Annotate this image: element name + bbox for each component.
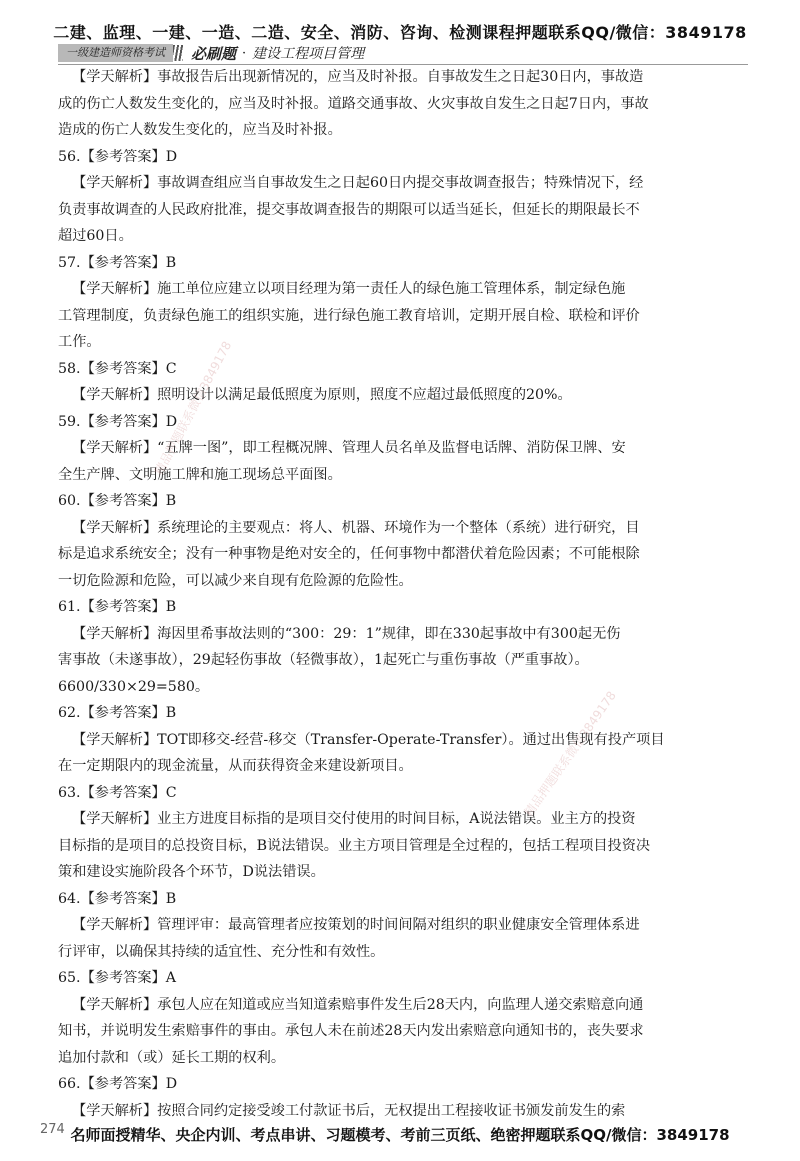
explanation-line: 【学天解析】照明设计以满足最低照度为原则，照度不应超过最低照度的20%。 [72,387,572,403]
answer-key-line: 65.【参考答案】A [58,970,176,986]
answer-key-line: 64.【参考答案】B [58,890,177,907]
badge-stripes-decoration [173,45,183,61]
explanation-continuation-line: 追加付款和（或）延长工期的权利。 [58,1049,286,1066]
explanation-continuation-line: 成的伤亡人数发生变化的，应当及时补报。道路交通事故、火灾事故自发生之日起7日内，事故 [58,95,649,112]
explanation-line: 【学天解析】管理评审：最高管理者应按策划的时间间隔对组织的职业健康安全管理体系进 [72,917,640,933]
explanation-continuation-line: 害事故（未遂事故），29起轻伤事故（轻微事故），1起死亡与重伤事故（严重事故）。 [58,652,589,668]
explanation-continuation-line: 目标指的是项目的总投资目标，B说法错误。业主方项目管理是全过程的，包括工程项目投资决 [58,837,651,854]
top-contact-banner: 二建、监理、一建、一造、二造、安全、消防、咨询、检测课程押题联系QQ/微信：3849178 [53,23,747,42]
explanation-continuation-line: 负责事故调查的人民政府批准，提交事故调查报告的期限可以适当延长，但延长的期限最长不 [58,201,640,218]
answer-key-line: 60.【参考答案】B [58,493,177,509]
explanation-line: 【学天解析】业主方进度目标指的是项目交付使用的时间目标，A说法错误。业主方的投资 [72,811,636,827]
explanation-continuation-line: 工作。 [58,334,101,350]
explanation-continuation-line: 标是追求系统安全；没有一种事物是绝对安全的，任何事物中都潜伏着危险因素；不可能根除 [58,546,640,562]
explanation-continuation-line: 策和建设实施阶段各个环节，D说法错误。 [58,864,325,880]
explanation-continuation-line: 工管理制度，负责绿色施工的组织实施，进行绿色施工教育培训，定期开展自检、联检和评价 [58,307,640,324]
watermark: 精品押题联系微信3849178 [521,688,619,820]
answer-key-line: 62.【参考答案】B [58,705,177,721]
series-title: 必刷题 [191,44,237,63]
explanation-continuation-line: 造成的伤亡人数发生变化的，应当及时补报。 [58,122,342,138]
running-header [58,44,364,62]
explanation-line: 【学天解析】“五牌一图”，即工程概况牌、管理人员名单及监督电话牌、消防保卫牌、安 [72,440,626,456]
exam-name-badge: 一级建造师资格考试 [58,44,173,62]
explanation-line: 【学天解析】按照合同约定接受竣工付款证书后，无权提出工程接收证书颁发前发生的索 [72,1102,626,1119]
explanation-line: 【学天解析】事故调查组应当自事故发生之日起60日内提交事故调查报告；特殊情况下，经 [72,175,644,191]
explanation-continuation-line: 行评审，以确保其持续的适宜性、充分性和有效性。 [58,943,385,960]
watermark: 精品押题联系微信3849178 [151,338,235,478]
page-number: 274 [40,1122,65,1137]
separator-dot: · [242,45,247,61]
explanation-line: 【学天解析】系统理论的主要观点：将人、机器、环境作为一个整体（系统）进行研究，目 [72,519,640,536]
answer-key-line: 63.【参考答案】C [58,784,177,801]
answer-key-line: 59.【参考答案】D [58,413,178,430]
explanation-continuation-line: 一切危险源和危险，可以减少来自现有危险源的危险性。 [58,572,413,589]
explanation-continuation-line: 6600/330×29=580。 [58,678,210,695]
answer-explanations [58,64,748,1124]
explanation-continuation-line: 超过60日。 [58,228,133,244]
explanation-line: 【学天解析】TOT即移交-经营-移交（Transfer-Operate-Transfer）。通过出售现有投产项目 [72,731,665,748]
answer-key-line: 66.【参考答案】D [58,1076,178,1092]
explanation-continuation-line: 全生产牌、文明施工牌和施工现场总平面图。 [58,466,342,483]
explanation-line: 【学天解析】承包人应在知道或应当知道索赔事件发生后28天内，向监理人递交索赔意向通 [72,996,644,1013]
subject-title: 建设工程项目管理 [252,46,365,62]
explanation-continuation-line: 在一定期限内的现金流量，从而获得资金来建设新项目。 [58,758,413,774]
answer-key-line: 57.【参考答案】B [58,254,177,271]
answer-key-line: 58.【参考答案】C [58,360,177,377]
explanation-line: 【学天解析】施工单位应建立以项目经理为第一责任人的绿色施工管理体系，制定绿色施 [72,281,626,297]
explanation-continuation-line: 知书，并说明发生索赔事件的事由。承包人未在前述28天内发出索赔意向通知书的，丧失要求 [58,1023,644,1039]
bottom-contact-banner: 名师面授精华、央企内训、考点串讲、习题模考、考前三页纸、绝密押题联系QQ/微信：3849178 [70,1126,730,1144]
answer-key-line: 61.【参考答案】B [58,599,177,615]
answer-key-line: 56.【参考答案】D [58,148,178,165]
explanation-line: 【学天解析】事故报告后出现新情况的，应当及时补报。自事故发生之日起30日内，事故造 [72,69,644,85]
explanation-line: 【学天解析】海因里希事故法则的“300：29：1”规律，即在330起事故中有300起无伤 [72,625,621,642]
